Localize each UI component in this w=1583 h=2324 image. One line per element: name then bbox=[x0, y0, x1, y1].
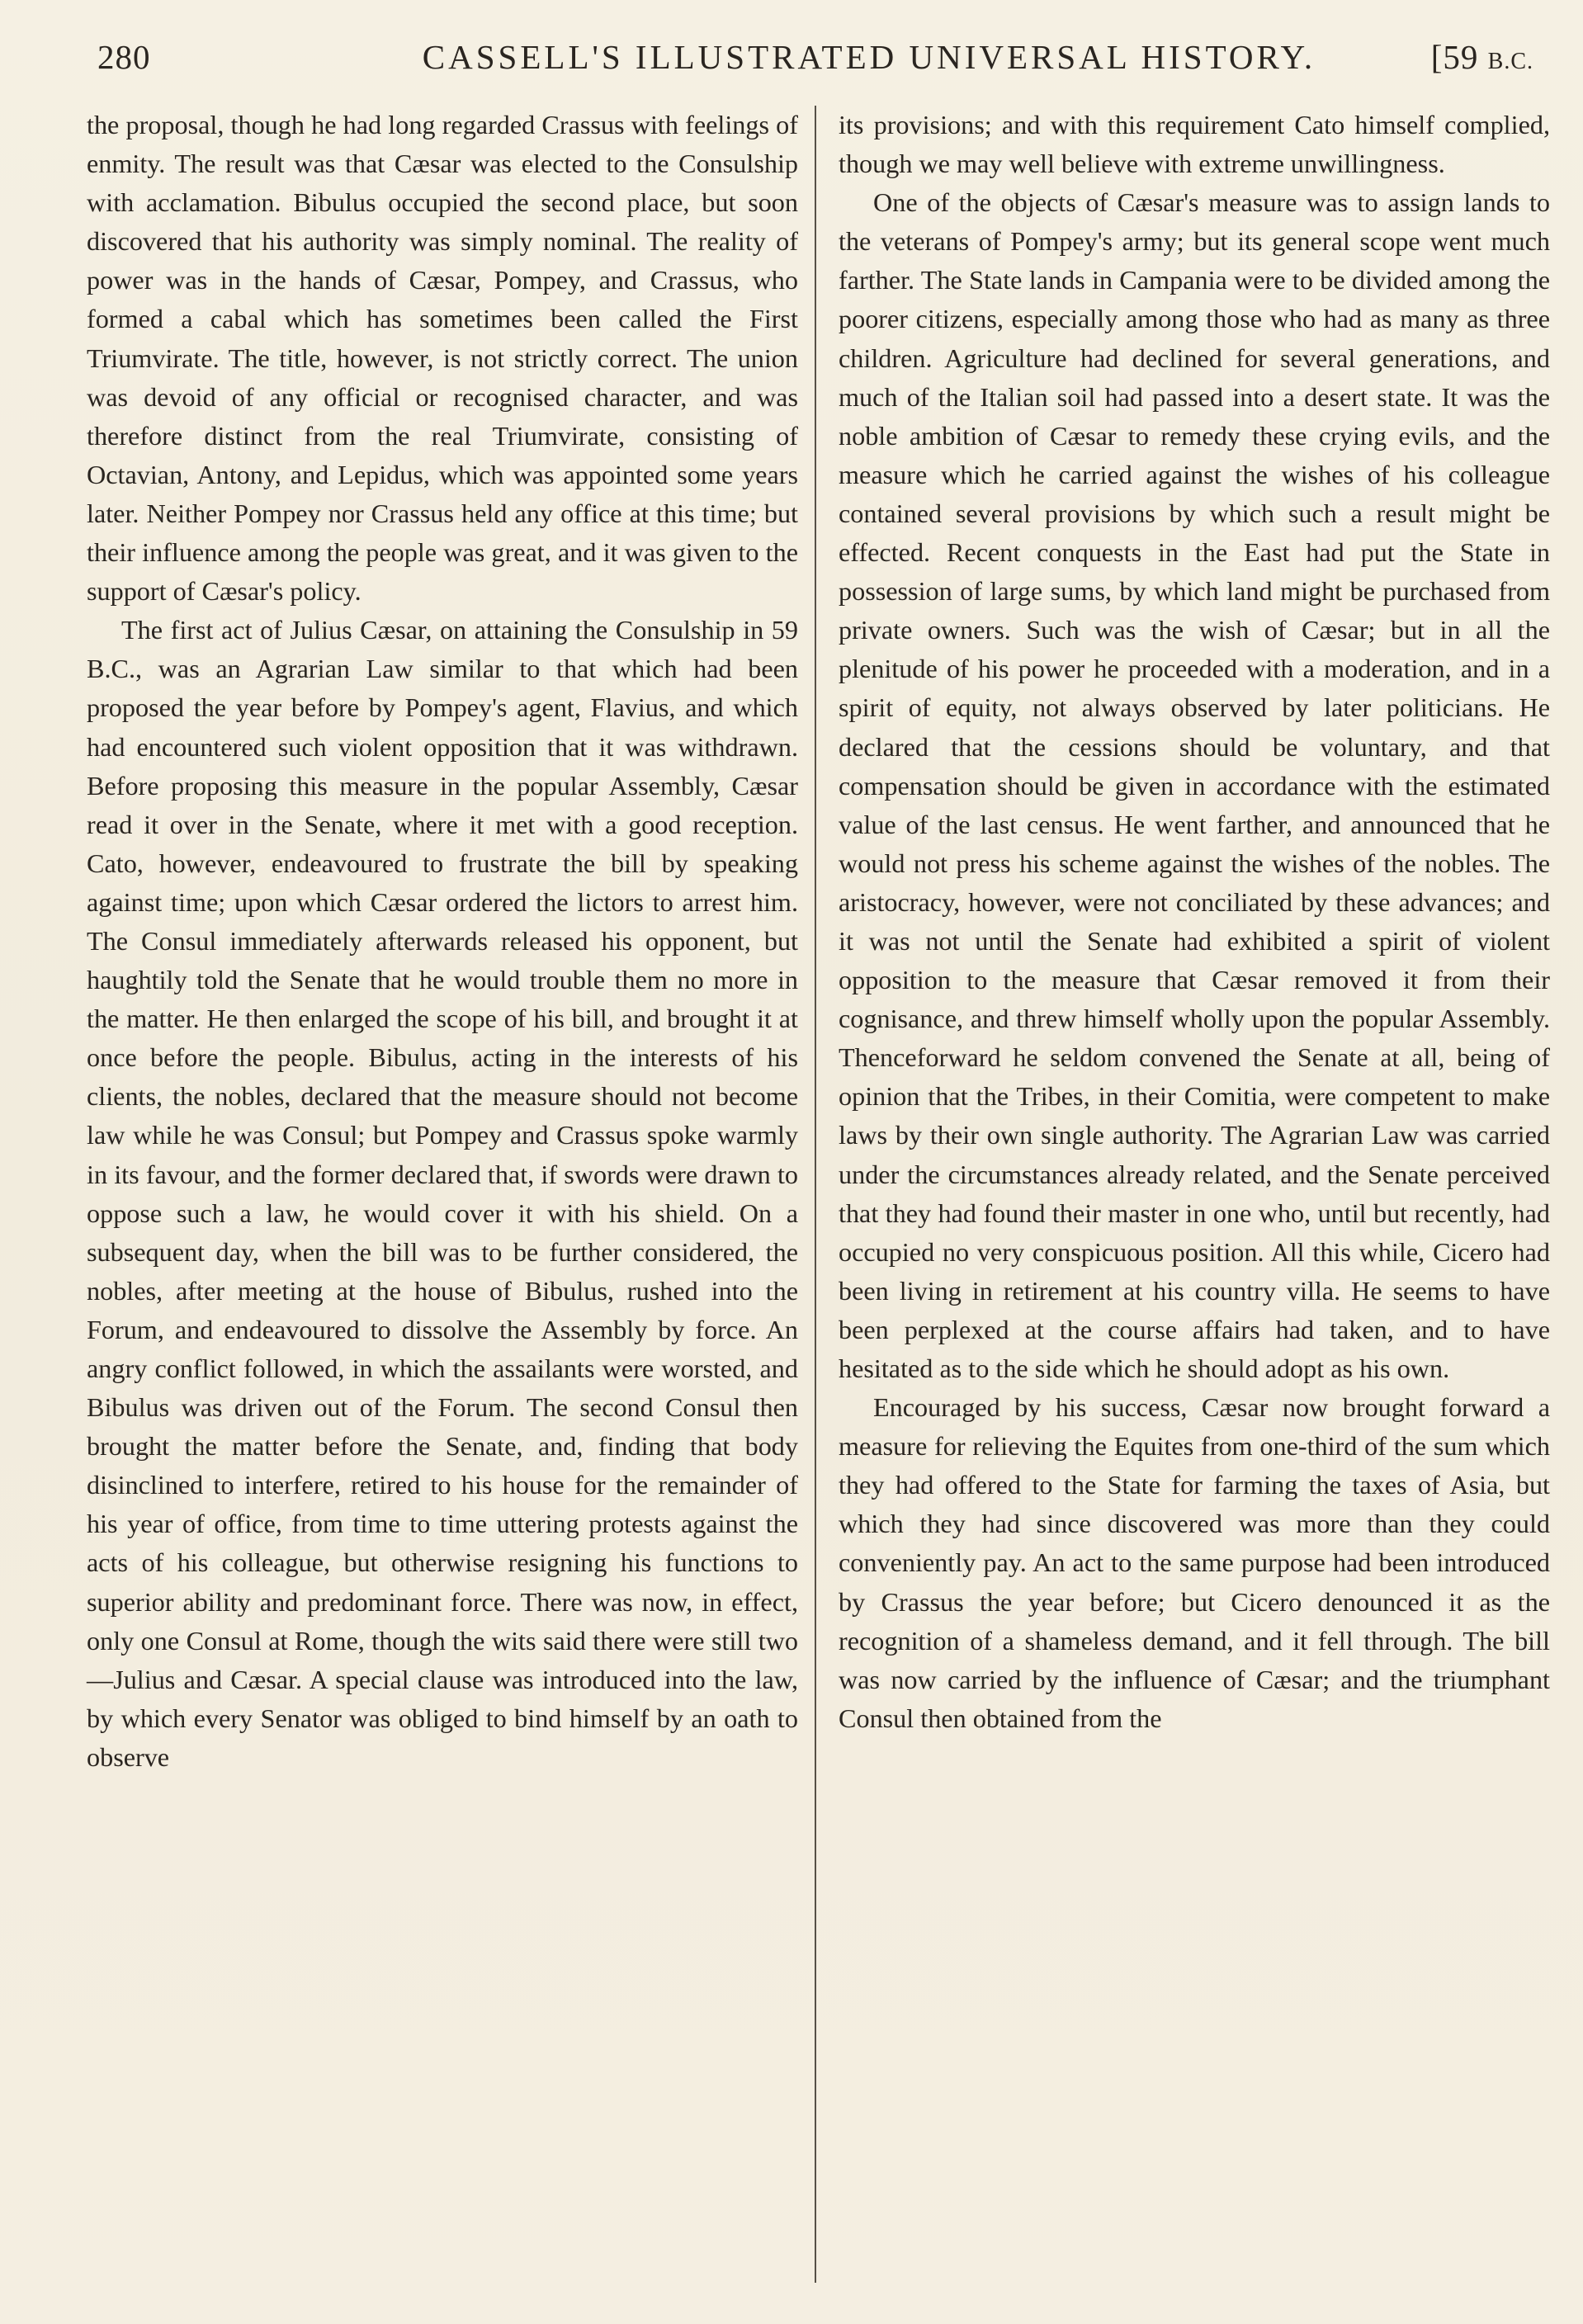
left-paragraph-1: the proposal, though he had long regarded Crassus with feelings of enmity. The result was that Cæsar was elected to the Consulship with acclamation. Bibulus occupied the second place, but soon discovered that his authority was simply nominal. The reality of power was in the hands of Cæsar, Pompey, and Crassus, who formed a cabal which has sometimes been called the First Triumvirate. The title, however, is not strictly correct. The union was devoid of any official or recognised character, and was therefore distinct from the real Triumvirate, consisting of Octavian, Antony, and Lepidus, which was appointed some years later. Neither Pompey nor Crassus held any office at this time; but their influence among the people was great, and it was given to the support of Cæsar's policy. bbox=[87, 110, 798, 607]
date-marker-era: B.C. bbox=[1487, 49, 1533, 74]
left-paragraph-2: The first act of Julius Cæsar, on attaining the Consulship in 59 B.C., was an Agrarian Law similar to that which had been proposed the year before by Pompey's agent, Flavius, and which had encountered such violent opposition that it was withdrawn. Before proposing this measure in the popular Assembly, Cæsar read it over in the Senate, where it met with a good reception. Cato, however, endeavoured to frustrate the bill by speaking against time; upon which Cæsar ordered the lictors to arrest him. The Consul immediately afterwards released his opponent, but haughtily told the Senate that he would trouble them no more in the matter. He then enlarged the scope of his bill, and brought it at once before the people. Bibulus, acting in the interests of his clients, the nobles, declared that the measure should not become law while he was Consul; but Pompey and Crassus spoke warmly in its favour, and the former declared that, if swords were drawn to oppose such a law, he would cover it with his shield. On a subsequent day, when the bill was to be further considered, the nobles, after meeting at the house of Bibulus, rushed into the Forum, and endeavoured to dissolve the Assembly by force. An angry conflict followed, in which the assailants were worsted, and Bibulus was driven out of the Forum. The second Consul then brought the matter before the Senate, and, finding that body disinclined to interfere, retired to his house for the remainder of his year of office, from time to time uttering protests against the acts of his colleague, but otherwise resigning his functions to superior ability and predominant force. There was now, in effect, only one Consul at Rome, though the wits said there were still two—Julius and Cæsar. A special clause was introduced into the law, by which every Senator was obliged to bind himself by an oath to observe bbox=[87, 615, 798, 1772]
date-marker-year: [59 bbox=[1430, 38, 1479, 76]
running-head bbox=[97, 36, 1533, 78]
column-divider bbox=[815, 106, 816, 2283]
date-marker bbox=[1431, 36, 1533, 83]
right-paragraph-2: One of the objects of Cæsar's measure was to assign lands to the veterans of Pompey's army; but its general scope went much farther. The State lands in Campania were to be divided among the poorer citizens, especially among those who had as many as three children. Agriculture had declined for several generations, and much of the Italian soil had passed into a desert state. It was the noble ambition of Cæsar to remedy these crying evils, and the measure which he carried against the wishes of his colleague contained several provisions by which such a result might be effected. Recent conquests in the East had put the State in possession of large sums, by which land might be purchased from private owners. Such was the wish of Cæsar; but in all the plenitude of his power he proceeded with a moderation, and in a spirit of equity, not always observed by later politicians. He declared that the cessions should be voluntary, and that compensation should be given in accordance with the estimated value of the last census. He went farther, and announced that he would not press his scheme against the wishes of the nobles. The aristocracy, however, were not conciliated by these advances; and it was not until the Senate had exhibited a spirit of violent opposition to the measure that Cæsar removed it from their cognisance, and threw himself wholly upon the popular Assembly. Thenceforward he seldom convened the Senate at all, being of opinion that the Tribes, in their Comitia, were competent to make laws by their own single authority. The Agrarian Law was carried under the circumstances already related, and the Senate perceived that they had found their master in one who, until but recently, had occupied no very conspicuous position. All this while, Cicero had been living in retirement at his country villa. He seems to have been perplexed at the course affairs had taken, and to have hesitated as to the side which he should adopt as his own. bbox=[839, 187, 1550, 1383]
running-title: CASSELL'S ILLUSTRATED UNIVERSAL HISTORY. bbox=[422, 38, 1316, 76]
right-paragraph-3: Encouraged by his success, Cæsar now brought forward a measure for relieving the Equites from one-third of the sum which they had offered to the State for farming the taxes of Asia, but which they had since discovered was more than they could conveniently pay. An act to the same purpose had been introduced by Crassus the year before; but Cicero denounced it as the recognition of a shameless demand, and it fell through. The bill was now carried by the influence of Cæsar; and the triumphant Consul then obtained from the bbox=[839, 1392, 1550, 1733]
right-paragraph-1: its provisions; and with this requirement Cato himself complied, though we may well believe with extreme unwillingness. bbox=[839, 110, 1550, 179]
page-number: 280 bbox=[97, 38, 151, 76]
right-column bbox=[839, 106, 1550, 1738]
left-column bbox=[87, 106, 798, 1777]
